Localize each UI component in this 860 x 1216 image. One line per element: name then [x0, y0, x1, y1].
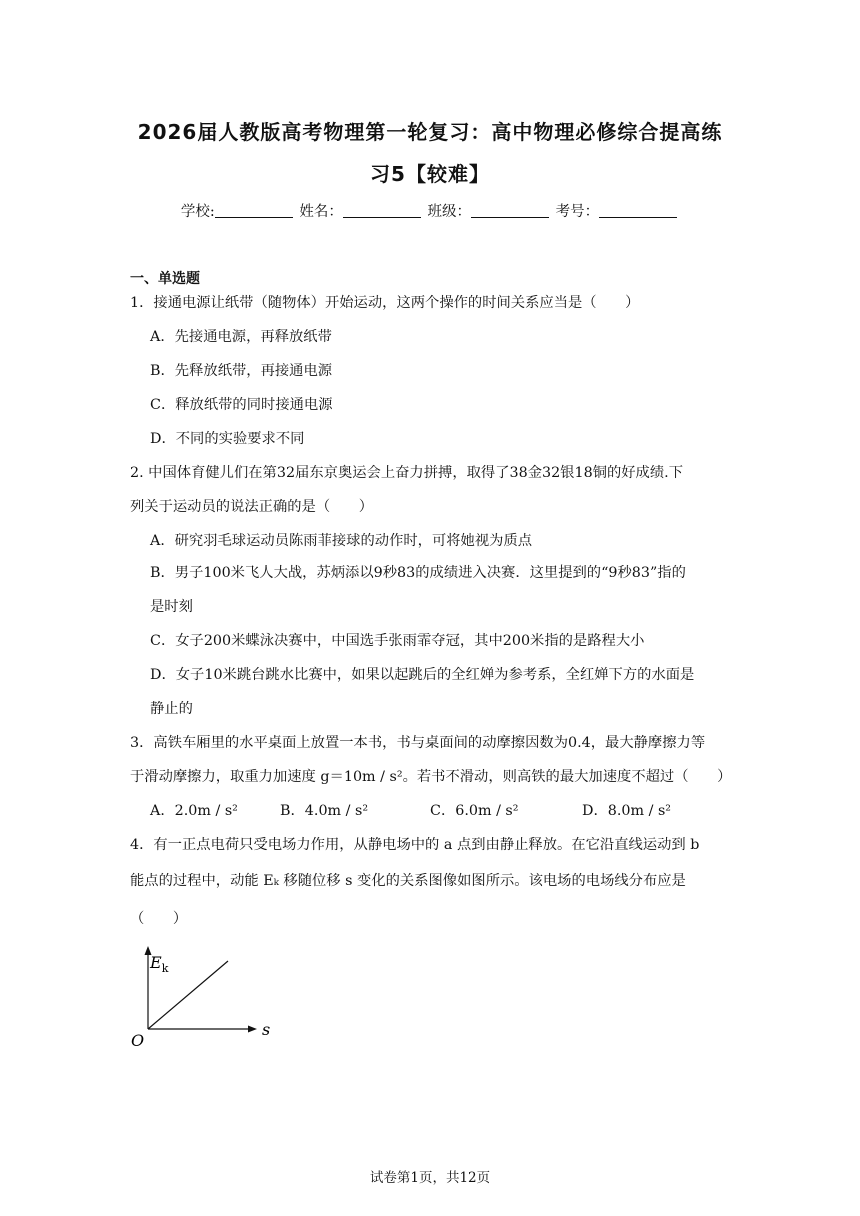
- q4-stem-line1: 4．有一正点电荷只受电场力作用，从静电场中的 a 点到由静止释放。在它沿直线运动到 b: [130, 837, 700, 853]
- q3-stem-line2: 于滑动摩擦力，取重力加速度 g＝10m / s²。若书不滑动，则高铁的最大加速度不超过（ ）: [130, 769, 732, 785]
- q3-option-b: B．4.0m / s²: [280, 803, 369, 819]
- q2-stem-line2: 列关于运动员的说法正确的是（ ）: [130, 499, 374, 515]
- id-blank[interactable]: [599, 203, 677, 218]
- page-footer: 试卷第1页，共12页: [369, 1170, 491, 1186]
- q3-option-c: C．6.0m / s²: [430, 803, 519, 819]
- origin-label: O: [131, 1031, 145, 1050]
- q1-option-c: C．释放纸带的同时接通电源: [150, 397, 333, 413]
- x-axis-arrow: [248, 1026, 257, 1033]
- student-info-row: [0, 200, 860, 221]
- page-title-line2: 习5【较难】: [370, 162, 490, 186]
- class-blank[interactable]: [471, 203, 549, 218]
- section-title: 一、单选题: [130, 271, 200, 287]
- q4-stem-line3: （ ）: [130, 911, 188, 927]
- y-axis-label: $E_k$: [150, 953, 169, 975]
- q3-stem-line1: 3．高铁车厢里的水平桌面上放置一本书，书与桌面间的动摩擦因数为0.4，最大静摩擦力等: [130, 735, 706, 751]
- name-label: 姓名：: [299, 204, 343, 220]
- q3-option-a: A．2.0m / s²: [150, 803, 238, 819]
- name-blank[interactable]: [343, 203, 421, 218]
- q2-stem-line1: 2. 中国体育健儿们在第32届东京奥运会上奋力拼搏，取得了38金32银18铜的好成绩.下: [130, 465, 683, 481]
- q1-option-b: B．先释放纸带，再接通电源: [150, 363, 333, 379]
- q2-option-b-line2: 是时刻: [150, 599, 193, 615]
- q2-option-a: A．研究羽毛球运动员陈雨菲接球的动作时，可将她视为质点: [150, 533, 533, 549]
- q2-option-b-line1: B．男子100米飞人大战，苏炳添以9秒83的成绩进入决赛．这里提到的“9秒83”指的: [150, 565, 686, 581]
- q4-stem-line2: 能点的过程中，动能 Eₖ 移随位移 s 变化的关系图像如图所示。该电场的电场线分布应是: [130, 873, 686, 889]
- page-title-line1: 2026届人教版高考物理第一轮复习：高中物理必修综合提高练: [137, 120, 723, 144]
- q1-stem: 1．接通电源让纸带（随物体）开始运动，这两个操作的时间关系应当是（ ）: [130, 295, 640, 311]
- q2-option-c: C．女子200米蝶泳决赛中，中国选手张雨霏夺冠，其中200米指的是路程大小: [150, 633, 645, 649]
- ek-s-graph: [118, 938, 288, 1056]
- q3-option-d: D．8.0m / s²: [582, 803, 672, 819]
- school-label: 学校:: [180, 204, 215, 220]
- id-label: 考号：: [555, 204, 600, 220]
- q2-option-d-line2: 静止的: [150, 701, 193, 717]
- q1-option-a: A．先接通电源，再释放纸带: [150, 329, 332, 345]
- class-label: 班级：: [427, 204, 471, 220]
- q1-option-d: D．不同的实验要求不同: [150, 431, 305, 447]
- x-axis-label: s: [262, 1020, 271, 1039]
- q2-option-d-line1: D．女子10米跳台跳水比赛中，如果以起跳后的全红婵为参考系，全红婵下方的水面是: [150, 667, 695, 683]
- school-blank[interactable]: [215, 203, 293, 218]
